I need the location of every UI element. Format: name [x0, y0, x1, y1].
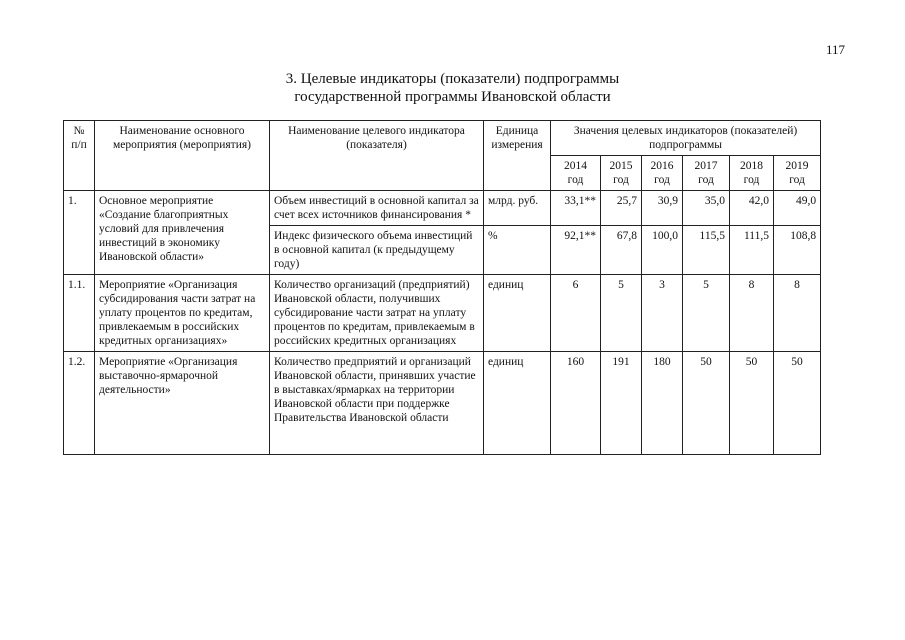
row-num: 1.2.	[64, 352, 95, 455]
row-value: 100,0	[642, 226, 683, 275]
header-activity: Наименование основного мероприятия (мероприятия)	[95, 121, 270, 191]
row-value: 50	[774, 352, 821, 455]
row-value: 5	[601, 275, 642, 352]
row-value: 115,5	[683, 226, 730, 275]
row-value: 8	[730, 275, 774, 352]
row-value: 35,0	[683, 191, 730, 226]
header-year: 2017 год	[683, 156, 730, 191]
page-number: 117	[826, 42, 846, 57]
header-year: 2016 год	[642, 156, 683, 191]
header-num: № п/п	[64, 121, 95, 191]
row-value: 8	[774, 275, 821, 352]
row-value: 180	[642, 352, 683, 455]
row-value: 3	[642, 275, 683, 352]
row-value: 5	[683, 275, 730, 352]
table-row	[64, 275, 821, 352]
row-num: 1.1.	[64, 275, 95, 352]
row-unit: единиц	[484, 275, 551, 352]
header-year: 2014 год	[551, 156, 601, 191]
row-value: 191	[601, 352, 642, 455]
row-activity: Основное мероприятие «Создание благоприятных условий для привлечения инвестиций в экономику Ивановской области»	[95, 191, 270, 275]
header-indicator: Наименование целевого индикатора (показателя)	[270, 121, 484, 191]
row-value: 160	[551, 352, 601, 455]
row-value: 67,8	[601, 226, 642, 275]
header-values: Значения целевых индикаторов (показателей) подпрограммы	[551, 121, 821, 156]
row-value: 30,9	[642, 191, 683, 226]
row-activity: Мероприятие «Организация выставочно-ярмарочной деятельности»	[95, 352, 270, 455]
header-year: 2015 год	[601, 156, 642, 191]
row-value: 50	[683, 352, 730, 455]
table-row	[64, 352, 821, 455]
header-year: 2019 год	[774, 156, 821, 191]
table-row	[64, 191, 821, 226]
row-value: 108,8	[774, 226, 821, 275]
header-unit: Единица измерения	[484, 121, 551, 191]
header-row	[64, 121, 821, 156]
row-unit: млрд. руб.	[484, 191, 551, 226]
indicators-table	[63, 120, 821, 455]
row-indicator: Объем инвестиций в основной капитал за счет всех источников финансирования *	[270, 191, 484, 226]
row-num: 1.	[64, 191, 95, 275]
row-value: 33,1**	[551, 191, 601, 226]
row-indicator: Количество организаций (предприятий) Ивановской области, получивших субсидирование части затрат на уплату процентов по кредитам, привлекаемым в российских кредитных организациях	[270, 275, 484, 352]
row-value: 92,1**	[551, 226, 601, 275]
row-unit: единиц	[484, 352, 551, 455]
row-indicator: Количество предприятий и организаций Ивановской области, принявших участие в выставках/ярмарках на территории Ивановской области при поддержке Правительства Ивановской области	[270, 352, 484, 455]
row-value: 42,0	[730, 191, 774, 226]
title-line-1: 3. Целевые индикаторы (показатели) подпрограммы	[285, 71, 620, 87]
row-unit: %	[484, 226, 551, 275]
row-value: 50	[730, 352, 774, 455]
row-indicator: Индекс физического объема инвестиций в основной капитал (к предыдущему году)	[270, 226, 484, 275]
header-year: 2018 год	[730, 156, 774, 191]
row-value: 111,5	[730, 226, 774, 275]
row-value: 6	[551, 275, 601, 352]
page-title	[0, 70, 905, 106]
row-value: 49,0	[774, 191, 821, 226]
row-value: 25,7	[601, 191, 642, 226]
title-line-2: государственной программы Ивановской области	[294, 89, 611, 105]
row-activity: Мероприятие «Организация субсидирования части затрат на уплату процентов по кредитам, привлекаемым в российских кредитных организациях»	[95, 275, 270, 352]
